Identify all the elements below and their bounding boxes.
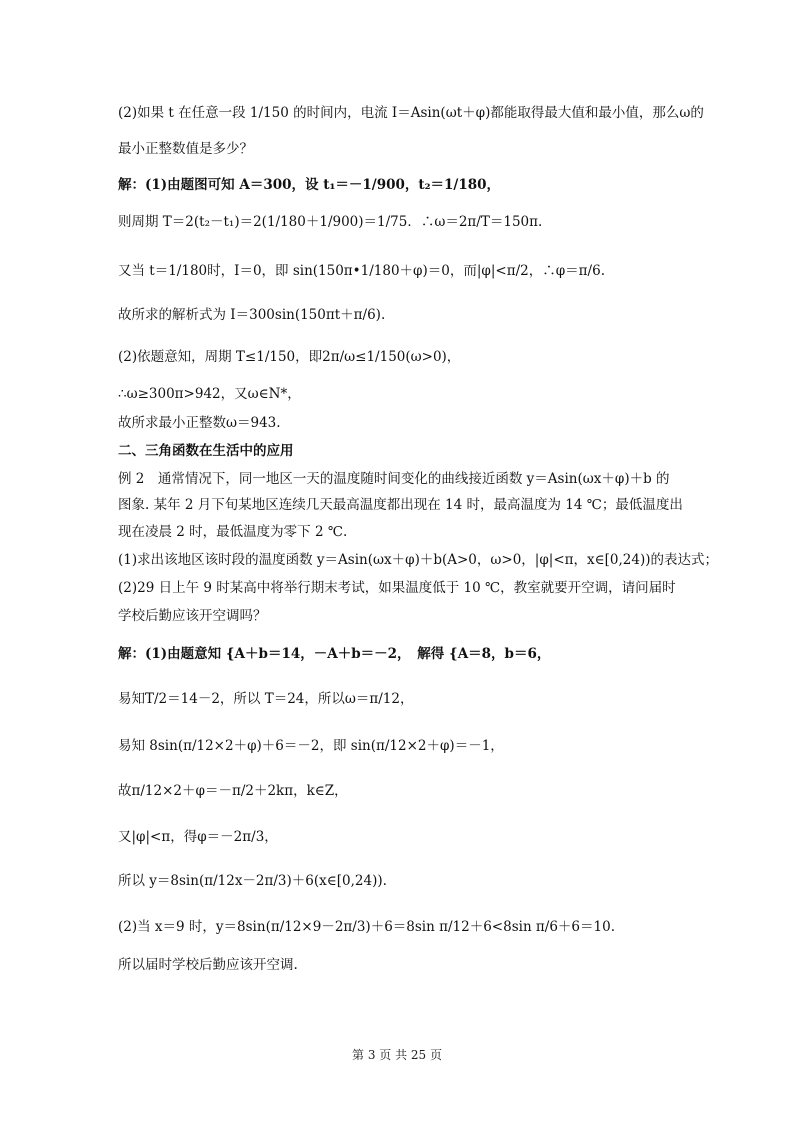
text-line: 所以届时学校后勤应该开空调. bbox=[118, 957, 298, 973]
text-line: 则周期 T＝2(t₂－t₁)＝2(1/180＋1/900)＝1/75．∴ω＝2π/T＝150π. bbox=[118, 214, 543, 230]
text-line: (1)求出该地区该时段的温度函数 y＝Asin(ωx＋φ)＋b(A>0，ω>0，|φ|<π，x∈[0,24))的表达式； bbox=[118, 552, 719, 568]
text-line: (2)29 日上午 9 时某高中将举行期末考试，如果温度低于 10 ℃，教室就要开空调，请问届时 bbox=[118, 580, 676, 596]
example-line: 例 2 通常情况下，同一地区一天的温度随时间变化的曲线接近函数 y＝Asin(ωx＋φ)＋b 的 bbox=[118, 471, 670, 487]
text-line: 现在凌晨 2 时，最低温度为零下 2 ℃. bbox=[118, 524, 348, 540]
solution-line: 解：(1)由题图可知 A＝300，设 t₁＝－1/900，t₂＝1/180， bbox=[118, 177, 501, 193]
text-line: 易知 8sin(π/12×2＋φ)＋6＝－2，即 sin(π/12×2＋φ)＝－1， bbox=[118, 738, 504, 754]
page-footer: 第 3 页 共 25 页 bbox=[352, 1048, 442, 1062]
section-heading: 二、三角函数在生活中的应用 bbox=[118, 443, 294, 459]
text-line: ∴ω≥300π>942，又ω∈N*， bbox=[118, 386, 301, 402]
text-line: 故所求最小正整数ω＝943. bbox=[118, 415, 281, 431]
text-line: 所以 y＝8sin(π/12x－2π/3)＋6(x∈[0,24)). bbox=[118, 873, 387, 889]
text-line: (2)依题意知，周期 T≤1/150，即2π/ω≤1/150(ω>0)， bbox=[118, 349, 461, 365]
text-line: 最小正整数值是多少？ bbox=[118, 141, 253, 157]
text-line: 学校后勤应该开空调吗？ bbox=[118, 608, 267, 624]
text-line: (2)如果 t 在任意一段 1/150 的时间内，电流 I＝Asin(ωt＋φ)都能取得最大值和最小值，那么ω的 bbox=[118, 105, 704, 121]
text-line: 又当 t＝1/180时，I＝0，即 sin(150π•1/180＋φ)＝0，而|φ|<π/2，∴φ＝π/6. bbox=[118, 263, 605, 279]
text-line: 故π/12×2＋φ＝－π/2＋2kπ，k∈Z， bbox=[118, 783, 348, 799]
text-line: 易知T/2＝14－2，所以 T＝24，所以ω＝π/12， bbox=[118, 691, 414, 707]
text-line: (2)当 x＝9 时，y＝8sin(π/12×9－2π/3)＋6＝8sin π/12＋6<8sin π/6＋6＝10. bbox=[118, 919, 615, 935]
text-line: 图象. 某年 2 月下旬某地区连续几天最高温度都出现在 14 时，最高温度为 14 ℃；最低温度出 bbox=[118, 497, 683, 513]
text-line: 故所求的解析式为 I＝300sin(150πt＋π/6). bbox=[118, 307, 386, 323]
text-line: 又|φ|<π，得φ＝－2π/3， bbox=[118, 829, 278, 845]
solution-line: 解：(1)由题意知 {A＋b＝14，－A＋b＝－2， 解得 {A＝8，b＝6， bbox=[118, 646, 551, 662]
